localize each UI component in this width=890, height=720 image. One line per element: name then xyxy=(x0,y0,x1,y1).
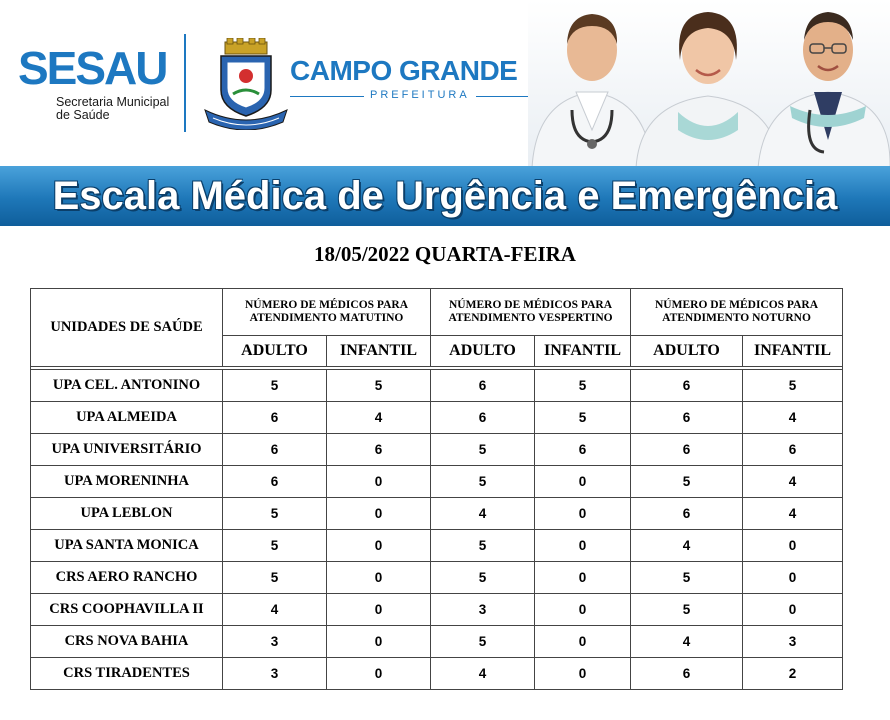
unit-name-cell: UPA LEBLON xyxy=(31,498,223,530)
period-header-morning: NÚMERO DE MÉDICOS PARA ATENDIMENTO MATUTINO xyxy=(223,289,431,336)
table-row xyxy=(31,530,843,562)
sesau-wordmark: SESAU xyxy=(18,42,167,94)
doctor-count-cell: 4 xyxy=(431,498,535,530)
doctor-count-cell: 5 xyxy=(223,530,327,562)
doctor-count-cell: 0 xyxy=(535,466,631,498)
doctor-count-cell: 0 xyxy=(535,658,631,690)
campo-grande-logo xyxy=(290,54,550,114)
table-row xyxy=(31,370,843,402)
table-row xyxy=(31,562,843,594)
doctor-count-cell: 6 xyxy=(223,434,327,466)
doctor-count-cell: 6 xyxy=(631,434,743,466)
doctor-count-cell: 5 xyxy=(535,370,631,402)
doctor-count-cell: 6 xyxy=(223,402,327,434)
doctor-count-cell: 4 xyxy=(431,658,535,690)
doctor-count-cell: 3 xyxy=(223,658,327,690)
campo-grande-wordmark: CAMPO GRANDE xyxy=(290,55,518,86)
prefeitura-label: PREFEITURA xyxy=(364,89,476,101)
doctor-count-cell: 0 xyxy=(743,530,843,562)
coat-of-arms-icon xyxy=(203,38,289,130)
unit-name-cell: UPA MORENINHA xyxy=(31,466,223,498)
doctor-count-cell: 0 xyxy=(535,626,631,658)
page-header xyxy=(0,0,890,168)
unit-column-header: UNIDADES DE SAÚDE xyxy=(31,289,223,367)
doctor-count-cell: 6 xyxy=(431,370,535,402)
table-header-row xyxy=(31,289,843,336)
unit-name-cell: CRS NOVA BAHIA xyxy=(31,626,223,658)
subheader-adult: ADULTO xyxy=(223,336,327,367)
doctor-count-cell: 3 xyxy=(743,626,843,658)
doctor-count-cell: 0 xyxy=(743,562,843,594)
doctor-count-cell: 2 xyxy=(743,658,843,690)
subheader-child: INFANTIL xyxy=(327,336,431,367)
doctor-count-cell: 5 xyxy=(631,562,743,594)
doctor-count-cell: 3 xyxy=(431,594,535,626)
doctor-count-cell: 6 xyxy=(631,402,743,434)
unit-name-cell: CRS AERO RANCHO xyxy=(31,562,223,594)
doctor-count-cell: 6 xyxy=(631,370,743,402)
doctor-count-cell: 3 xyxy=(223,626,327,658)
schedule-date: 18/05/2022 QUARTA-FEIRA xyxy=(314,242,576,266)
doctor-count-cell: 4 xyxy=(223,594,327,626)
table-row xyxy=(31,498,843,530)
doctor-count-cell: 6 xyxy=(743,434,843,466)
doctor-count-cell: 5 xyxy=(631,466,743,498)
table-row xyxy=(31,434,843,466)
doctor-count-cell: 4 xyxy=(743,498,843,530)
doctor-count-cell: 5 xyxy=(223,562,327,594)
doctor-count-cell: 0 xyxy=(535,530,631,562)
doctor-count-cell: 4 xyxy=(743,402,843,434)
doctor-count-cell: 0 xyxy=(535,562,631,594)
sesau-logo xyxy=(18,42,168,132)
table-row xyxy=(31,594,843,626)
doctor-count-cell: 5 xyxy=(431,562,535,594)
subheader-adult: ADULTO xyxy=(431,336,535,367)
doctor-count-cell: 4 xyxy=(743,466,843,498)
title-banner xyxy=(0,166,890,226)
banner-title: Escala Médica de Urgência e Emergência xyxy=(52,174,838,218)
doctor-count-cell: 5 xyxy=(631,594,743,626)
doctor-count-cell: 0 xyxy=(327,498,431,530)
doctors-photo-icon xyxy=(528,0,890,168)
doctor-count-cell: 4 xyxy=(631,626,743,658)
doctor-count-cell: 0 xyxy=(327,562,431,594)
doctor-count-cell: 5 xyxy=(431,434,535,466)
table-row xyxy=(31,658,843,690)
schedule-table xyxy=(30,288,843,690)
table-row xyxy=(31,402,843,434)
doctor-count-cell: 0 xyxy=(327,466,431,498)
doctor-count-cell: 5 xyxy=(743,370,843,402)
unit-name-cell: UPA CEL. ANTONINO xyxy=(31,370,223,402)
sesau-subtitle-line: de Saúde xyxy=(56,108,110,122)
doctor-count-cell: 5 xyxy=(223,498,327,530)
doctor-count-cell: 6 xyxy=(631,658,743,690)
doctor-count-cell: 5 xyxy=(535,402,631,434)
subheader-child: INFANTIL xyxy=(535,336,631,367)
doctor-count-cell: 5 xyxy=(431,530,535,562)
table-row xyxy=(31,626,843,658)
subheader-adult: ADULTO xyxy=(631,336,743,367)
doctor-count-cell: 0 xyxy=(535,594,631,626)
table-body xyxy=(31,367,843,690)
doctor-count-cell: 6 xyxy=(631,498,743,530)
doctor-count-cell: 0 xyxy=(743,594,843,626)
doctor-count-cell: 6 xyxy=(431,402,535,434)
doctor-count-cell: 0 xyxy=(327,530,431,562)
doctor-count-cell: 5 xyxy=(431,466,535,498)
table-row xyxy=(31,466,843,498)
period-header-afternoon: NÚMERO DE MÉDICOS PARA ATENDIMENTO VESPERTINO xyxy=(431,289,631,336)
sesau-subtitle xyxy=(56,96,186,122)
unit-name-cell: CRS COOPHAVILLA II xyxy=(31,594,223,626)
doctor-count-cell: 6 xyxy=(535,434,631,466)
doctor-count-cell: 6 xyxy=(223,466,327,498)
doctor-count-cell: 4 xyxy=(631,530,743,562)
doctor-count-cell: 4 xyxy=(327,402,431,434)
doctor-count-cell: 0 xyxy=(535,498,631,530)
unit-name-cell: UPA SANTA MONICA xyxy=(31,530,223,562)
doctor-count-cell: 5 xyxy=(431,626,535,658)
doctor-count-cell: 5 xyxy=(223,370,327,402)
unit-name-cell: CRS TIRADENTES xyxy=(31,658,223,690)
header-divider xyxy=(184,34,186,132)
doctor-count-cell: 0 xyxy=(327,626,431,658)
unit-name-cell: UPA UNIVERSITÁRIO xyxy=(31,434,223,466)
period-header-night: NÚMERO DE MÉDICOS PARA ATENDIMENTO NOTURNO xyxy=(631,289,843,336)
unit-name-cell: UPA ALMEIDA xyxy=(31,402,223,434)
doctor-count-cell: 0 xyxy=(327,658,431,690)
subheader-child: INFANTIL xyxy=(743,336,843,367)
doctor-count-cell: 6 xyxy=(327,434,431,466)
doctor-count-cell: 0 xyxy=(327,594,431,626)
sesau-subtitle-line: Secretaria Municipal xyxy=(56,95,170,109)
doctor-count-cell: 5 xyxy=(327,370,431,402)
